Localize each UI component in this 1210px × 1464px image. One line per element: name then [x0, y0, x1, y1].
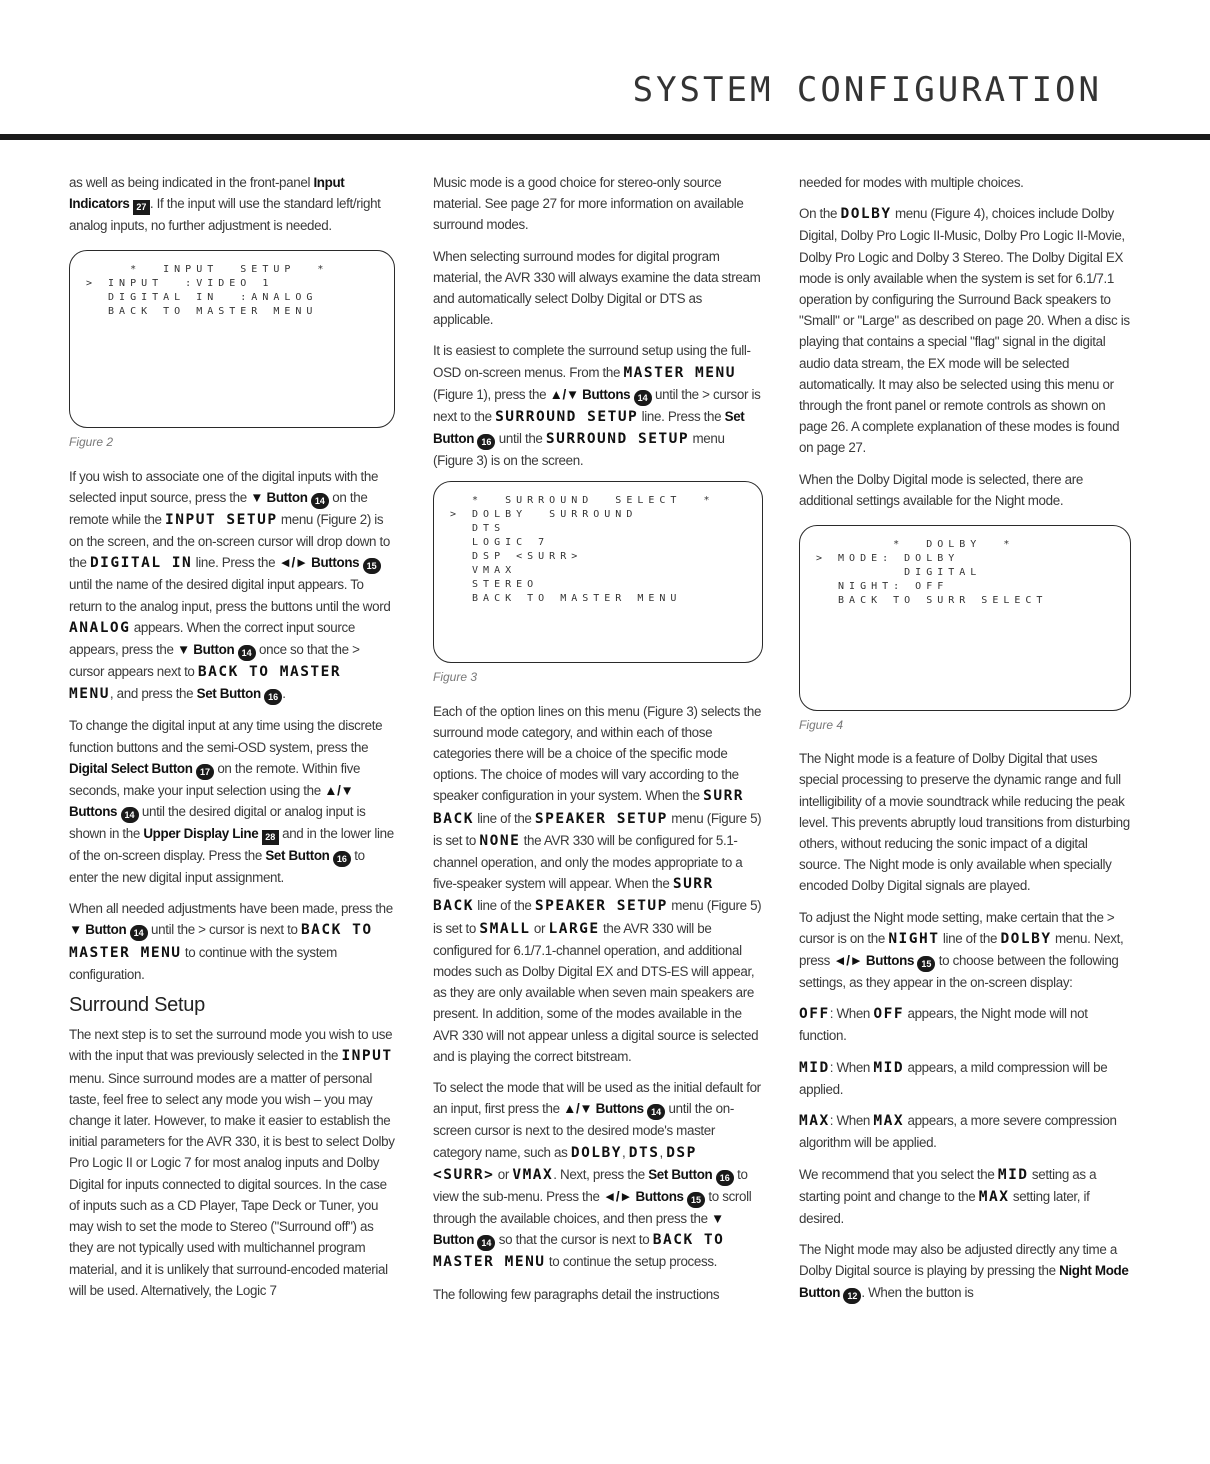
figure-caption: Figure 2 — [69, 435, 114, 450]
page-title: SYSTEM CONFIGURATION — [632, 70, 1102, 110]
button-badge: 16 — [333, 851, 351, 867]
paragraph: When all needed adjustments have been made, press the ▼ Button 14 until the > cursor is next to BACK TO MASTER MENU to continue with the system configuration. — [69, 901, 393, 982]
button-badge: 15 — [363, 558, 381, 574]
button-badge: 15 — [687, 1192, 705, 1208]
button-badge: 16 — [477, 434, 495, 450]
paragraph: MID: When MID appears, a mild compression will be applied. — [799, 1059, 1108, 1097]
button-badge: 16 — [264, 689, 282, 705]
button-badge: 12 — [843, 1288, 861, 1304]
button-badge: 14 — [477, 1235, 495, 1251]
paragraph: as well as being indicated in the front-panel Input Indicators 27 . If the input will use the standard left/right analog inputs, no further adjustment is needed. — [69, 175, 381, 234]
paragraph: The following few paragraphs detail the instructions — [433, 1286, 720, 1302]
button-badge: 14 — [130, 925, 148, 941]
paragraph: The Night mode may also be adjusted directly any time a Dolby Digital source is playing by pressing the Night Mode Button 12 . When the button is — [799, 1239, 1131, 1303]
column-2 — [433, 172, 763, 1315]
paragraph: When the Dolby Digital mode is selected, there are additional settings available for the Night mode. — [799, 471, 1083, 508]
paragraph: needed for modes with multiple choices. — [799, 175, 1024, 190]
button-badge: 14 — [634, 390, 652, 406]
button-badge: 14 — [311, 493, 329, 509]
button-badge: 15 — [917, 956, 935, 972]
paragraph: MAX: When MAX appears, a more severe compression algorithm will be applied. — [799, 1113, 1117, 1151]
paragraph: The Night mode is a feature of Dolby Digital that uses special processing to preserve the dynamic range and full intelligibility of a movie soundtrack while reducing the peak level. This prevents abruptly loud transitions from disturbing others, without reducing the sonic impact of a digital source. The Night mode is only available when specially encoded Dolby Digital signals are played. — [799, 751, 1130, 894]
paragraph: When selecting surround modes for digital program material, the AVR 330 will always examine the data stream and automatically select Dolby Digital or DTS as applicable. — [433, 248, 761, 328]
button-badge: 14 — [121, 807, 139, 823]
paragraph: Each of the option lines on this menu (Figure 3) selects the surround mode category, and within each of those categories there will be a choice of the specific mode options. The choice of modes will vary according to the speaker configuration in your system. When the SURR BACK line of the SPEAKER SETUP menu (Figure 5) is set to NONE the AVR 330 will be configured for 5.1-channel operation, and only the modes appropriate to a five-speaker system will appear. When the SURR BACK line of the SPEAKER SETUP menu (Figure 5) is set to SMALL or LARGE the AVR 330 will be configured for 6.1/7.1-channel operation, and additional modes such as Dolby Digital EX and DTS-ES will appear, as they are only available when seven main speakers are present. In addition, some of the modes available in the AVR 330 will not appear unless a digital source is selected and is playing the correct bitstream. — [433, 703, 762, 1064]
indicator-badge: 27 — [133, 200, 150, 215]
paragraph: We recommend that you select the MID setting as a starting point and change to the MAX setting later, if desired. — [799, 1166, 1097, 1226]
indicator-badge: 28 — [262, 830, 279, 845]
button-badge: 16 — [716, 1170, 734, 1186]
paragraph: It is easiest to complete the surround setup using the full-OSD on-screen menus. From the MASTER MENU (Figure 1), press the ▲/▼ Buttons 14 until the > cursor is next to the SURROUND SETUP line. Press the Set Button 16 until the SURROUND SETUP menu (Figure 3) is on the screen. — [433, 343, 761, 469]
figure-4-osd-menu: * DOLBY * > MODE: DOLBY DIGITAL NIGHT: OFF BACK TO SURR SELECT — [799, 525, 1131, 711]
figure-3-osd-menu: * SURROUND SELECT * > DOLBY SURROUND DTS LOGIC 7 DSP <SURR> VMAX STEREO BACK TO MASTER MENU — [433, 481, 763, 663]
paragraph: OFF: When OFF appears, the Night mode will not function. — [799, 1006, 1088, 1044]
paragraph: On the DOLBY menu (Figure 4), choices include Dolby Digital, Dolby Pro Logic II-Music, Dolby Pro Logic II-Movie, Dolby Pro Logic and Dolby 3 Stereo. The Dolby Digital EX mode is only available when the system is set for 6.1/7.1 operation by configuring the Surround Back speakers to "Small" or "Large" as described on page 20. When a disc is playing that contains a special "flag" signal in the digital audio data stream, the EX mode will be selected automatically. It may also be selected using this menu or through the front panel or remote controls as shown on page 26. A complete explanation of these modes is found on page 27. — [799, 206, 1130, 456]
button-badge: 14 — [647, 1104, 665, 1120]
paragraph: Music mode is a good choice for stereo-only source material. See page 27 for more information on available surround modes. — [433, 175, 744, 233]
paragraph: If you wish to associate one of the digital inputs with the selected input source, press the ▼ Button 14 on the remote while the INPUT SETUP menu (Figure 2) is on the screen, and the on-screen cursor will drop down to the DIGITAL IN line. Press the ◄/► Buttons 15 until the name of the desired digital input appears. To return to the analog input, press the buttons until the word ANALOG appears. When the correct input source appears, press the ▼ Button 14 once so that the > cursor appears next to BACK TO MASTER MENU, and press the Set Button 16 . — [69, 466, 395, 706]
paragraph: The next step is to set the surround mode you wish to use with the input that was previously selected in the INPUT menu. Since surround modes are a matter of personal taste, feel free to select any mode you wish – you may change it later. However, to make it easier to establish the initial parameters for the AVR 330, it is best to select Dolby Pro Logic II or Logic 7 for most analog inputs and Dolby Digital for inputs connected to digital sources. In the case of inputs such as a CD Player, Tape Deck or Tuner, you may wish to set the mode to Stereo ("Surround off") as they are not typically used with multichannel program material, and it is unlikely that surround-encoded material will be used. Alternatively, the Logic 7 — [69, 1027, 395, 1298]
paragraph: To select the mode that will be used as the initial default for an input, first press the ▲/▼ Buttons 14 until the on-screen cursor is next to the desired mode's master category name, such as DOLBY, DTS, DSP <SURR> or VMAX. Next, press the Set Button 16 to view the sub-menu. Press the ◄/► Buttons 15 to scroll through the available choices, and then press the ▼ Button 14 so that the cursor is next to BACK TO MASTER MENU to continue the setup process. — [433, 1080, 761, 1271]
figure-caption: Figure 3 — [433, 670, 478, 685]
column-1 — [69, 172, 395, 1311]
figure-caption: Figure 4 — [799, 718, 844, 733]
column-3 — [799, 172, 1131, 1314]
figure-2-osd-menu: * INPUT SETUP * > INPUT :VIDEO 1 DIGITAL IN :ANALOG BACK TO MASTER MENU — [69, 250, 395, 428]
paragraph: To change the digital input at any time using the discrete function buttons and the semi-OSD system, press the Digital Select Button 17 on the remote. Within five seconds, make your input selection using the ▲/▼ Buttons 14 until the desired digital or analog input is shown in the Upper Display Line 28 and in the lower line of the on-screen display. Press the Set Button 16 to enter the new digital input assignment. — [69, 718, 394, 886]
header-rule — [0, 134, 1210, 140]
section-heading: Surround Setup — [69, 994, 205, 1017]
button-badge: 17 — [196, 764, 214, 780]
paragraph: To adjust the Night mode setting, make certain that the > cursor is on the NIGHT line of the DOLBY menu. Next, press ◄/► Buttons 15 to choose between the following settings, as they appear in the on-screen display: — [799, 909, 1124, 991]
button-badge: 14 — [238, 645, 256, 661]
